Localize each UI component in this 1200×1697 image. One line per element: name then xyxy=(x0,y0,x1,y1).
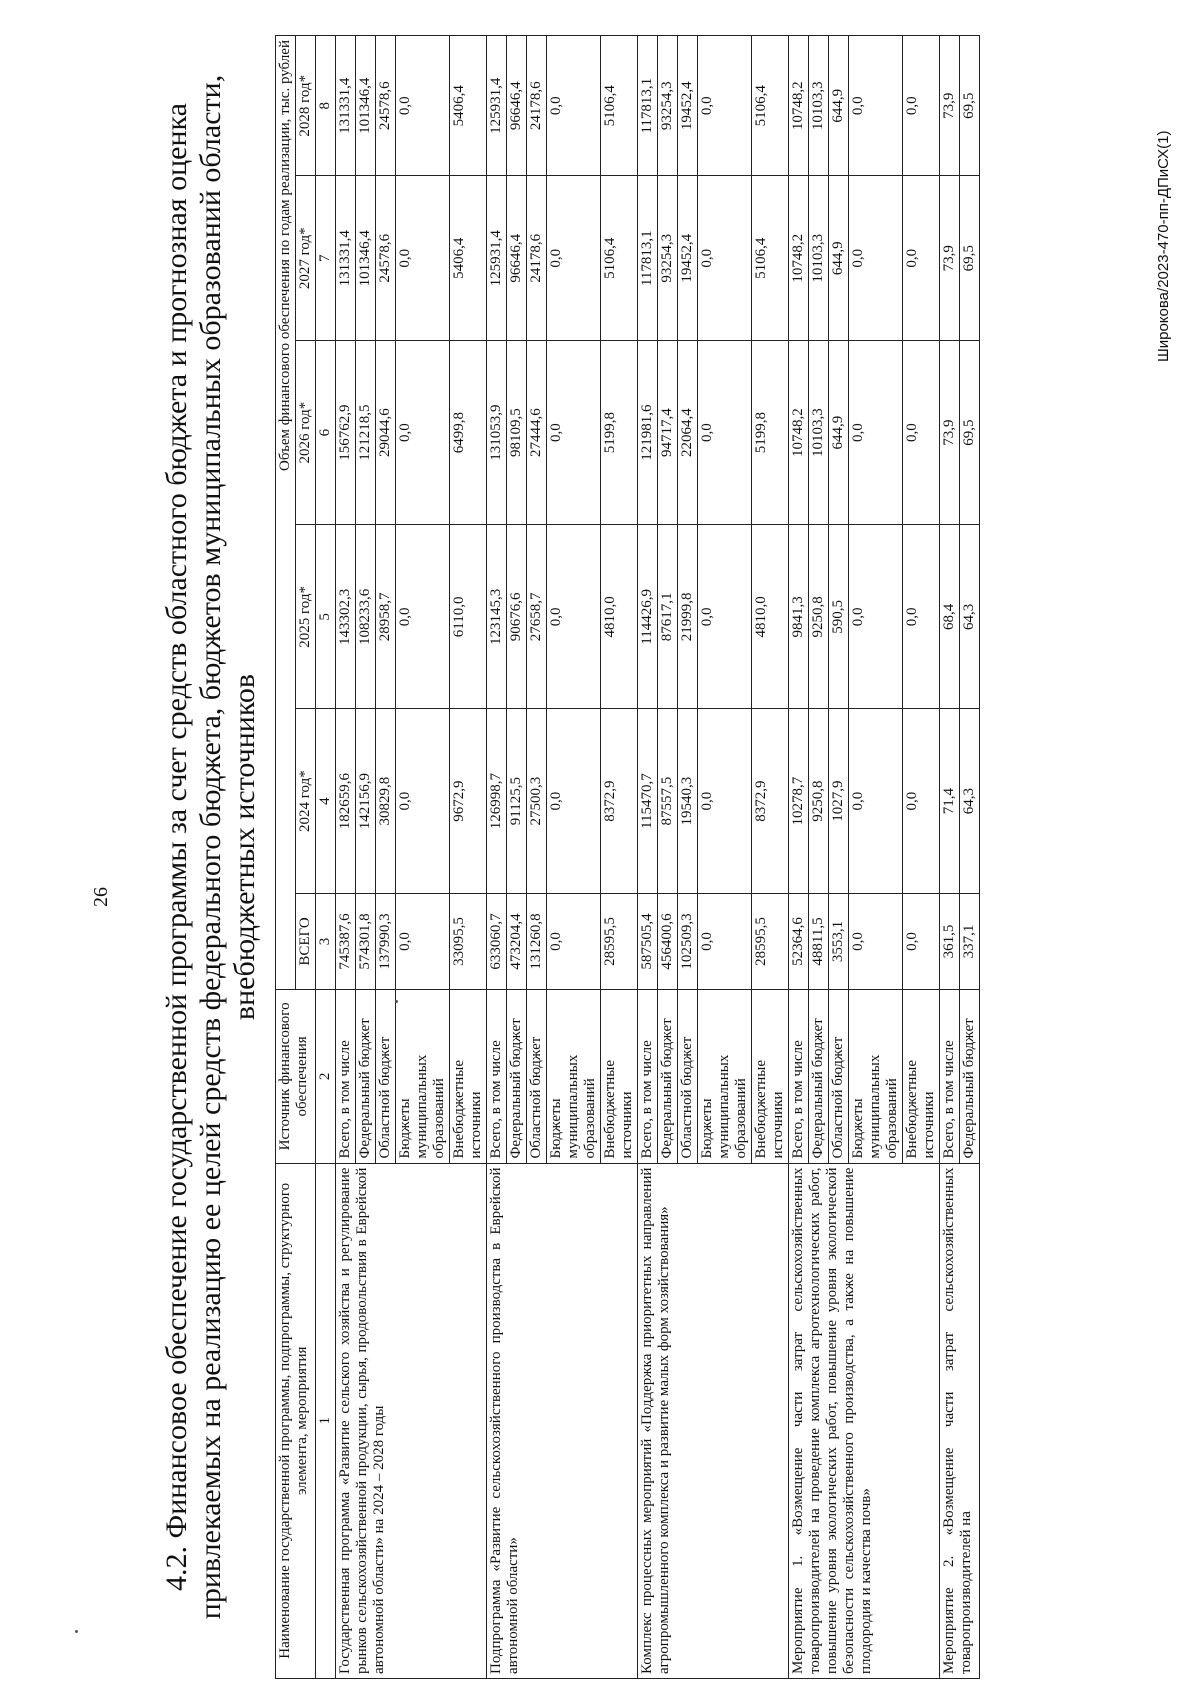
value-cell: 0,0 xyxy=(698,176,752,341)
value-cell: 87617,1 xyxy=(658,525,678,709)
table-row xyxy=(487,36,507,1679)
col-number: 6 xyxy=(316,341,336,525)
value-cell: 1027,9 xyxy=(829,709,849,893)
funding-source-cell: Всего, в том числе xyxy=(638,990,658,1163)
value-cell: 131260,8 xyxy=(527,893,547,990)
value-cell: 69,5 xyxy=(960,341,980,525)
value-cell: 3553,1 xyxy=(829,893,849,990)
funding-source-cell: Федеральный бюджет xyxy=(507,990,527,1163)
title-line: внебюджетных источников xyxy=(228,673,261,1021)
value-cell: 123145,3 xyxy=(487,525,507,709)
element-name-cell: Комплекс процессных мероприятий «Поддержка приоритетных направлений агропромышленного комплекса и развитие малых форм хозяйствования» xyxy=(638,1163,789,1678)
value-cell: 0,0 xyxy=(698,893,752,990)
value-cell: 9841,3 xyxy=(789,525,809,709)
value-cell: 28595,5 xyxy=(601,893,638,990)
value-cell: 90676,6 xyxy=(507,525,527,709)
header-row xyxy=(276,36,296,1679)
funding-source-cell: Областной бюджет xyxy=(678,990,698,1163)
value-cell: 0,0 xyxy=(849,176,903,341)
value-cell: 29044,6 xyxy=(376,341,396,525)
header-year: 2027 год* xyxy=(296,176,316,341)
value-cell: 0,0 xyxy=(396,176,450,341)
value-cell: 0,0 xyxy=(547,36,601,177)
value-cell: 87557,5 xyxy=(658,709,678,893)
table-row xyxy=(336,36,356,1679)
value-cell: 71,4 xyxy=(940,709,960,893)
section-title xyxy=(160,42,262,1652)
value-cell: 0,0 xyxy=(849,709,903,893)
value-cell: 93254,3 xyxy=(658,176,678,341)
value-cell: 10103,3 xyxy=(809,176,829,341)
value-cell: 64,3 xyxy=(960,525,980,709)
value-cell: 10103,3 xyxy=(809,36,829,177)
value-cell: 182659,6 xyxy=(336,709,356,893)
value-cell: 0,0 xyxy=(547,176,601,341)
value-cell: 5106,4 xyxy=(752,36,789,177)
value-cell: 156762,9 xyxy=(336,341,356,525)
value-cell: 4810,0 xyxy=(601,525,638,709)
funding-source-cell: Областной бюджет xyxy=(376,990,396,1163)
page-number: 26 xyxy=(90,887,112,907)
table-body xyxy=(276,36,980,1679)
title-line: привлекаемых на реализацию ее целей средств федерального бюджета, бюджетов муниципальных образований области, xyxy=(194,74,227,1620)
value-cell: 101346,4 xyxy=(356,176,376,341)
funding-table xyxy=(275,35,980,1679)
value-cell: 125931,4 xyxy=(487,176,507,341)
value-cell: 126998,7 xyxy=(487,709,507,893)
value-cell: 24578,6 xyxy=(376,36,396,177)
scan-speck xyxy=(395,1000,398,1003)
value-cell: 24178,6 xyxy=(527,176,547,341)
value-cell: 98109,5 xyxy=(507,341,527,525)
value-cell: 102509,3 xyxy=(678,893,698,990)
value-cell: 121218,5 xyxy=(356,341,376,525)
value-cell: 456400,6 xyxy=(658,893,678,990)
table-row xyxy=(638,36,658,1679)
value-cell: 0,0 xyxy=(903,341,940,525)
funding-source-cell: Областной бюджет xyxy=(527,990,547,1163)
value-cell: 633060,7 xyxy=(487,893,507,990)
funding-source-cell: Федеральный бюджет xyxy=(658,990,678,1163)
value-cell: 108233,6 xyxy=(356,525,376,709)
value-cell: 143302,3 xyxy=(336,525,356,709)
value-cell: 0,0 xyxy=(396,709,450,893)
element-name-cell: Подпрограмма «Развитие сельскохозяйственного производства в Еврейской автономной области» xyxy=(487,1163,638,1678)
value-cell: 9672,9 xyxy=(450,709,487,893)
col-number: 4 xyxy=(316,709,336,893)
value-cell: 21999,8 xyxy=(678,525,698,709)
funding-source-cell: Федеральный бюджет xyxy=(960,990,980,1163)
value-cell: 5106,4 xyxy=(601,176,638,341)
value-cell: 131053,9 xyxy=(487,341,507,525)
element-name-cell: Мероприятие 2. «Возмещение части затрат сельскохозяйственных товаропроизводителей на xyxy=(940,1163,980,1678)
value-cell: 0,0 xyxy=(903,709,940,893)
document-id: Широкова/2023-470-пп-ДПиСХ(1) xyxy=(1155,130,1172,362)
value-cell: 0,0 xyxy=(903,525,940,709)
value-cell: 0,0 xyxy=(547,709,601,893)
value-cell: 10103,3 xyxy=(809,341,829,525)
value-cell: 52364,6 xyxy=(789,893,809,990)
value-cell: 0,0 xyxy=(396,525,450,709)
value-cell: 0,0 xyxy=(396,36,450,177)
value-cell: 0,0 xyxy=(698,341,752,525)
value-cell: 6499,8 xyxy=(450,341,487,525)
column-number-row xyxy=(316,36,336,1679)
value-cell: 73,9 xyxy=(940,341,960,525)
funding-source-cell: Всего, в том числе xyxy=(940,990,960,1163)
value-cell: 574301,8 xyxy=(356,893,376,990)
value-cell: 142156,9 xyxy=(356,709,376,893)
value-cell: 27500,3 xyxy=(527,709,547,893)
value-cell: 0,0 xyxy=(849,36,903,177)
value-cell: 96646,4 xyxy=(507,36,527,177)
value-cell: 8372,9 xyxy=(601,709,638,893)
value-cell: 644,9 xyxy=(829,176,849,341)
value-cell: 91125,5 xyxy=(507,709,527,893)
value-cell: 5199,8 xyxy=(601,341,638,525)
funding-source-cell: Бюджеты муниципальных образований xyxy=(396,990,450,1163)
funding-source-cell: Всего, в том числе xyxy=(789,990,809,1163)
value-cell: 48811,5 xyxy=(809,893,829,990)
value-cell: 28595,5 xyxy=(752,893,789,990)
header-year: 2026 год* xyxy=(296,341,316,525)
value-cell: 0,0 xyxy=(849,525,903,709)
value-cell: 137990,3 xyxy=(376,893,396,990)
value-cell: 0,0 xyxy=(903,36,940,177)
header-year: 2028 год* xyxy=(296,36,316,177)
value-cell: 101346,4 xyxy=(356,36,376,177)
value-cell: 0,0 xyxy=(698,709,752,893)
funding-source-cell: Федеральный бюджет xyxy=(356,990,376,1163)
funding-source-cell: Бюджеты муниципальных образований xyxy=(547,990,601,1163)
value-cell: 64,3 xyxy=(960,709,980,893)
value-cell: 125931,4 xyxy=(487,36,507,177)
funding-source-cell: Внебюджетные источники xyxy=(903,990,940,1163)
value-cell: 69,5 xyxy=(960,176,980,341)
element-name-cell: Государственная программа «Развитие сельского хозяйства и регулирование рынков сельскохозяйственной продукции, сырья, продовольствия в Еврейской автономной области» на 2024 – 2028 годы xyxy=(336,1163,487,1678)
value-cell: 27658,7 xyxy=(527,525,547,709)
value-cell: 0,0 xyxy=(903,176,940,341)
funding-source-cell: Всего, в том числе xyxy=(487,990,507,1163)
funding-source-cell: Внебюджетные источники xyxy=(752,990,789,1163)
value-cell: 24178,6 xyxy=(527,36,547,177)
value-cell: 10748,2 xyxy=(789,176,809,341)
value-cell: 94717,4 xyxy=(658,341,678,525)
funding-source-cell: Федеральный бюджет xyxy=(809,990,829,1163)
value-cell: 131331,4 xyxy=(336,176,356,341)
header-year: ВСЕГО xyxy=(296,893,316,990)
table-row xyxy=(940,36,960,1679)
value-cell: 73,9 xyxy=(940,36,960,177)
value-cell: 10748,2 xyxy=(789,36,809,177)
value-cell: 96646,4 xyxy=(507,176,527,341)
value-cell: 0,0 xyxy=(547,525,601,709)
value-cell: 0,0 xyxy=(547,893,601,990)
scan-speck xyxy=(75,1630,78,1633)
value-cell: 121981,6 xyxy=(638,341,658,525)
funding-source-cell: Всего, в том числе xyxy=(336,990,356,1163)
header-source-col: Источник финансового обеспечения xyxy=(276,990,316,1163)
col-number: 5 xyxy=(316,525,336,709)
value-cell: 117813,1 xyxy=(638,36,658,177)
value-cell: 9250,8 xyxy=(809,525,829,709)
value-cell: 115470,7 xyxy=(638,709,658,893)
value-cell: 0,0 xyxy=(849,341,903,525)
value-cell: 73,9 xyxy=(940,176,960,341)
value-cell: 337,1 xyxy=(960,893,980,990)
title-line: 4.2. Финансовое обеспечение государственной программы за счет средств областного бюджета и прогнозная оценка xyxy=(160,103,193,1591)
value-cell: 68,4 xyxy=(940,525,960,709)
funding-source-cell: Областной бюджет xyxy=(829,990,849,1163)
value-cell: 19452,4 xyxy=(678,176,698,341)
value-cell: 9250,8 xyxy=(809,709,829,893)
value-cell: 4810,0 xyxy=(752,525,789,709)
value-cell: 0,0 xyxy=(698,525,752,709)
value-cell: 6110,0 xyxy=(450,525,487,709)
value-cell: 361,5 xyxy=(940,893,960,990)
value-cell: 0,0 xyxy=(547,341,601,525)
value-cell: 19452,4 xyxy=(678,36,698,177)
value-cell: 30829,8 xyxy=(376,709,396,893)
value-cell: 10748,2 xyxy=(789,341,809,525)
value-cell: 5199,8 xyxy=(752,341,789,525)
value-cell: 0,0 xyxy=(903,893,940,990)
value-cell: 5406,4 xyxy=(450,36,487,177)
value-cell: 590,5 xyxy=(829,525,849,709)
value-cell: 117813,1 xyxy=(638,176,658,341)
table-row xyxy=(789,36,809,1679)
value-cell: 5106,4 xyxy=(752,176,789,341)
value-cell: 745387,6 xyxy=(336,893,356,990)
header-volume-group: Объем финансового обеспечения по годам реализации, тыс. рублей xyxy=(276,36,296,990)
funding-source-cell: Внебюджетные источники xyxy=(450,990,487,1163)
header-year: 2025 год* xyxy=(296,525,316,709)
header-name-col: Наименование государственной программы, подпрограммы, структурного элемента, мероприятия xyxy=(276,1163,316,1678)
value-cell: 8372,9 xyxy=(752,709,789,893)
value-cell: 0,0 xyxy=(698,36,752,177)
value-cell: 24578,6 xyxy=(376,176,396,341)
element-name-cell: Мероприятие 1. «Возмещение части затрат сельскохозяйственных товаропроизводителей на проведение комплекса агротехнологических работ, повышение уровня экологических работ, повышение уровня экологической безопасности сельскохозяйственного производства, а также на повышение плодородия и качества почв» xyxy=(789,1163,940,1678)
funding-source-cell: Бюджеты муниципальных образований xyxy=(849,990,903,1163)
value-cell: 587505,4 xyxy=(638,893,658,990)
value-cell: 28958,7 xyxy=(376,525,396,709)
value-cell: 5106,4 xyxy=(601,36,638,177)
value-cell: 33095,5 xyxy=(450,893,487,990)
value-cell: 0,0 xyxy=(849,893,903,990)
value-cell: 644,9 xyxy=(829,341,849,525)
col-number: 7 xyxy=(316,176,336,341)
value-cell: 27444,6 xyxy=(527,341,547,525)
value-cell: 69,5 xyxy=(960,36,980,177)
value-cell: 5406,4 xyxy=(450,176,487,341)
value-cell: 22064,4 xyxy=(678,341,698,525)
value-cell: 10278,7 xyxy=(789,709,809,893)
col-number: 1 xyxy=(316,1163,336,1678)
value-cell: 473204,4 xyxy=(507,893,527,990)
value-cell: 93254,3 xyxy=(658,36,678,177)
value-cell: 131331,4 xyxy=(336,36,356,177)
col-number: 8 xyxy=(316,36,336,177)
col-number: 3 xyxy=(316,893,336,990)
col-number: 2 xyxy=(316,990,336,1163)
header-year: 2024 год* xyxy=(296,709,316,893)
value-cell: 0,0 xyxy=(396,893,450,990)
funding-source-cell: Внебюджетные источники xyxy=(601,990,638,1163)
value-cell: 114426,9 xyxy=(638,525,658,709)
value-cell: 0,0 xyxy=(396,341,450,525)
value-cell: 19540,3 xyxy=(678,709,698,893)
value-cell: 644,9 xyxy=(829,36,849,177)
funding-source-cell: Бюджеты муниципальных образований xyxy=(698,990,752,1163)
